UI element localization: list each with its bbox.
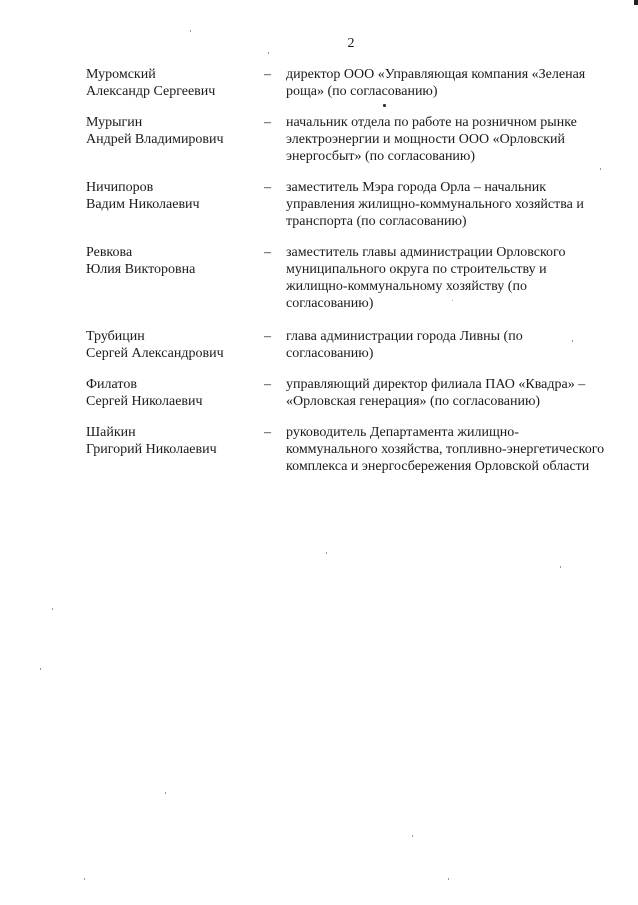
member-entry [86, 66, 606, 100]
member-entry [86, 114, 606, 165]
member-given-names: Александр Сергеевич [86, 84, 216, 99]
member-entry [86, 328, 606, 362]
scan-speck [572, 340, 573, 342]
member-given-names: Григорий Николаевич [86, 442, 217, 457]
member-role: руководитель Департамента жилищно-коммунального хозяйства, топливно-энергетического комплекса и энергосбережения Орловской области [286, 425, 605, 474]
scan-speck [52, 608, 53, 610]
member-name [86, 114, 264, 165]
member-surname: Трубицин [86, 329, 145, 344]
scan-speck [412, 835, 413, 837]
scan-speck [84, 878, 85, 880]
member-dash: – [264, 67, 271, 82]
member-role: директор ООО «Управляющая компания «Зеленая роща» (по согласованию) [286, 67, 586, 99]
scan-speck [190, 30, 191, 32]
member-surname: Муромский [86, 67, 156, 82]
scan-edge-mark [634, 0, 638, 5]
member-name [86, 244, 264, 312]
member-surname: Филатов [86, 377, 137, 392]
member-given-names: Сергей Александрович [86, 346, 224, 361]
scan-speck [452, 300, 453, 301]
member-dash: – [264, 180, 271, 195]
member-surname: Шайкин [86, 425, 136, 440]
scan-speck [383, 104, 386, 107]
member-given-names: Андрей Владимирович [86, 132, 224, 147]
member-name [86, 424, 264, 475]
member-role: заместитель главы администрации Орловского муниципального округа по строительству и жилищно-коммунальному хозяйству (по согласованию) [286, 245, 566, 311]
scan-speck [600, 168, 601, 170]
scan-speck [40, 668, 41, 670]
member-list [86, 66, 606, 475]
member-dash: – [264, 245, 271, 260]
member-entry [86, 179, 606, 230]
scan-speck [560, 566, 561, 568]
scan-speck [448, 878, 449, 880]
member-name [86, 179, 264, 230]
member-role: заместитель Мэра города Орла – начальник управления жилищно-коммунального хозяйства и транспорта (по согласованию) [286, 180, 584, 229]
member-given-names: Сергей Николаевич [86, 394, 203, 409]
member-role: начальник отдела по работе на розничном рынке электроэнергии и мощности ООО «Орловский энергосбыт» (по согласованию) [286, 115, 577, 164]
scan-speck [326, 552, 327, 554]
member-surname: Ревкова [86, 245, 133, 260]
member-role: управляющий директор филиала ПАО «Квадра» – «Орловская генерация» (по согласованию) [286, 377, 586, 409]
member-name [86, 376, 264, 410]
member-given-names: Юлия Викторовна [86, 262, 196, 277]
member-name [86, 328, 264, 362]
member-entry [86, 244, 606, 312]
page-number: 2 [347, 36, 355, 51]
member-surname: Ничипоров [86, 180, 154, 195]
member-dash: – [264, 115, 271, 130]
member-dash: – [264, 329, 271, 344]
member-name [86, 66, 264, 100]
member-entry [86, 376, 606, 410]
member-surname: Мурыгин [86, 115, 143, 130]
scan-speck [165, 792, 166, 794]
member-role: глава администрации города Ливны (по согласованию) [286, 329, 523, 361]
member-given-names: Вадим Николаевич [86, 197, 200, 212]
member-dash: – [264, 377, 271, 392]
member-dash: – [264, 425, 271, 440]
scan-speck [268, 52, 269, 54]
member-entry [86, 424, 606, 475]
